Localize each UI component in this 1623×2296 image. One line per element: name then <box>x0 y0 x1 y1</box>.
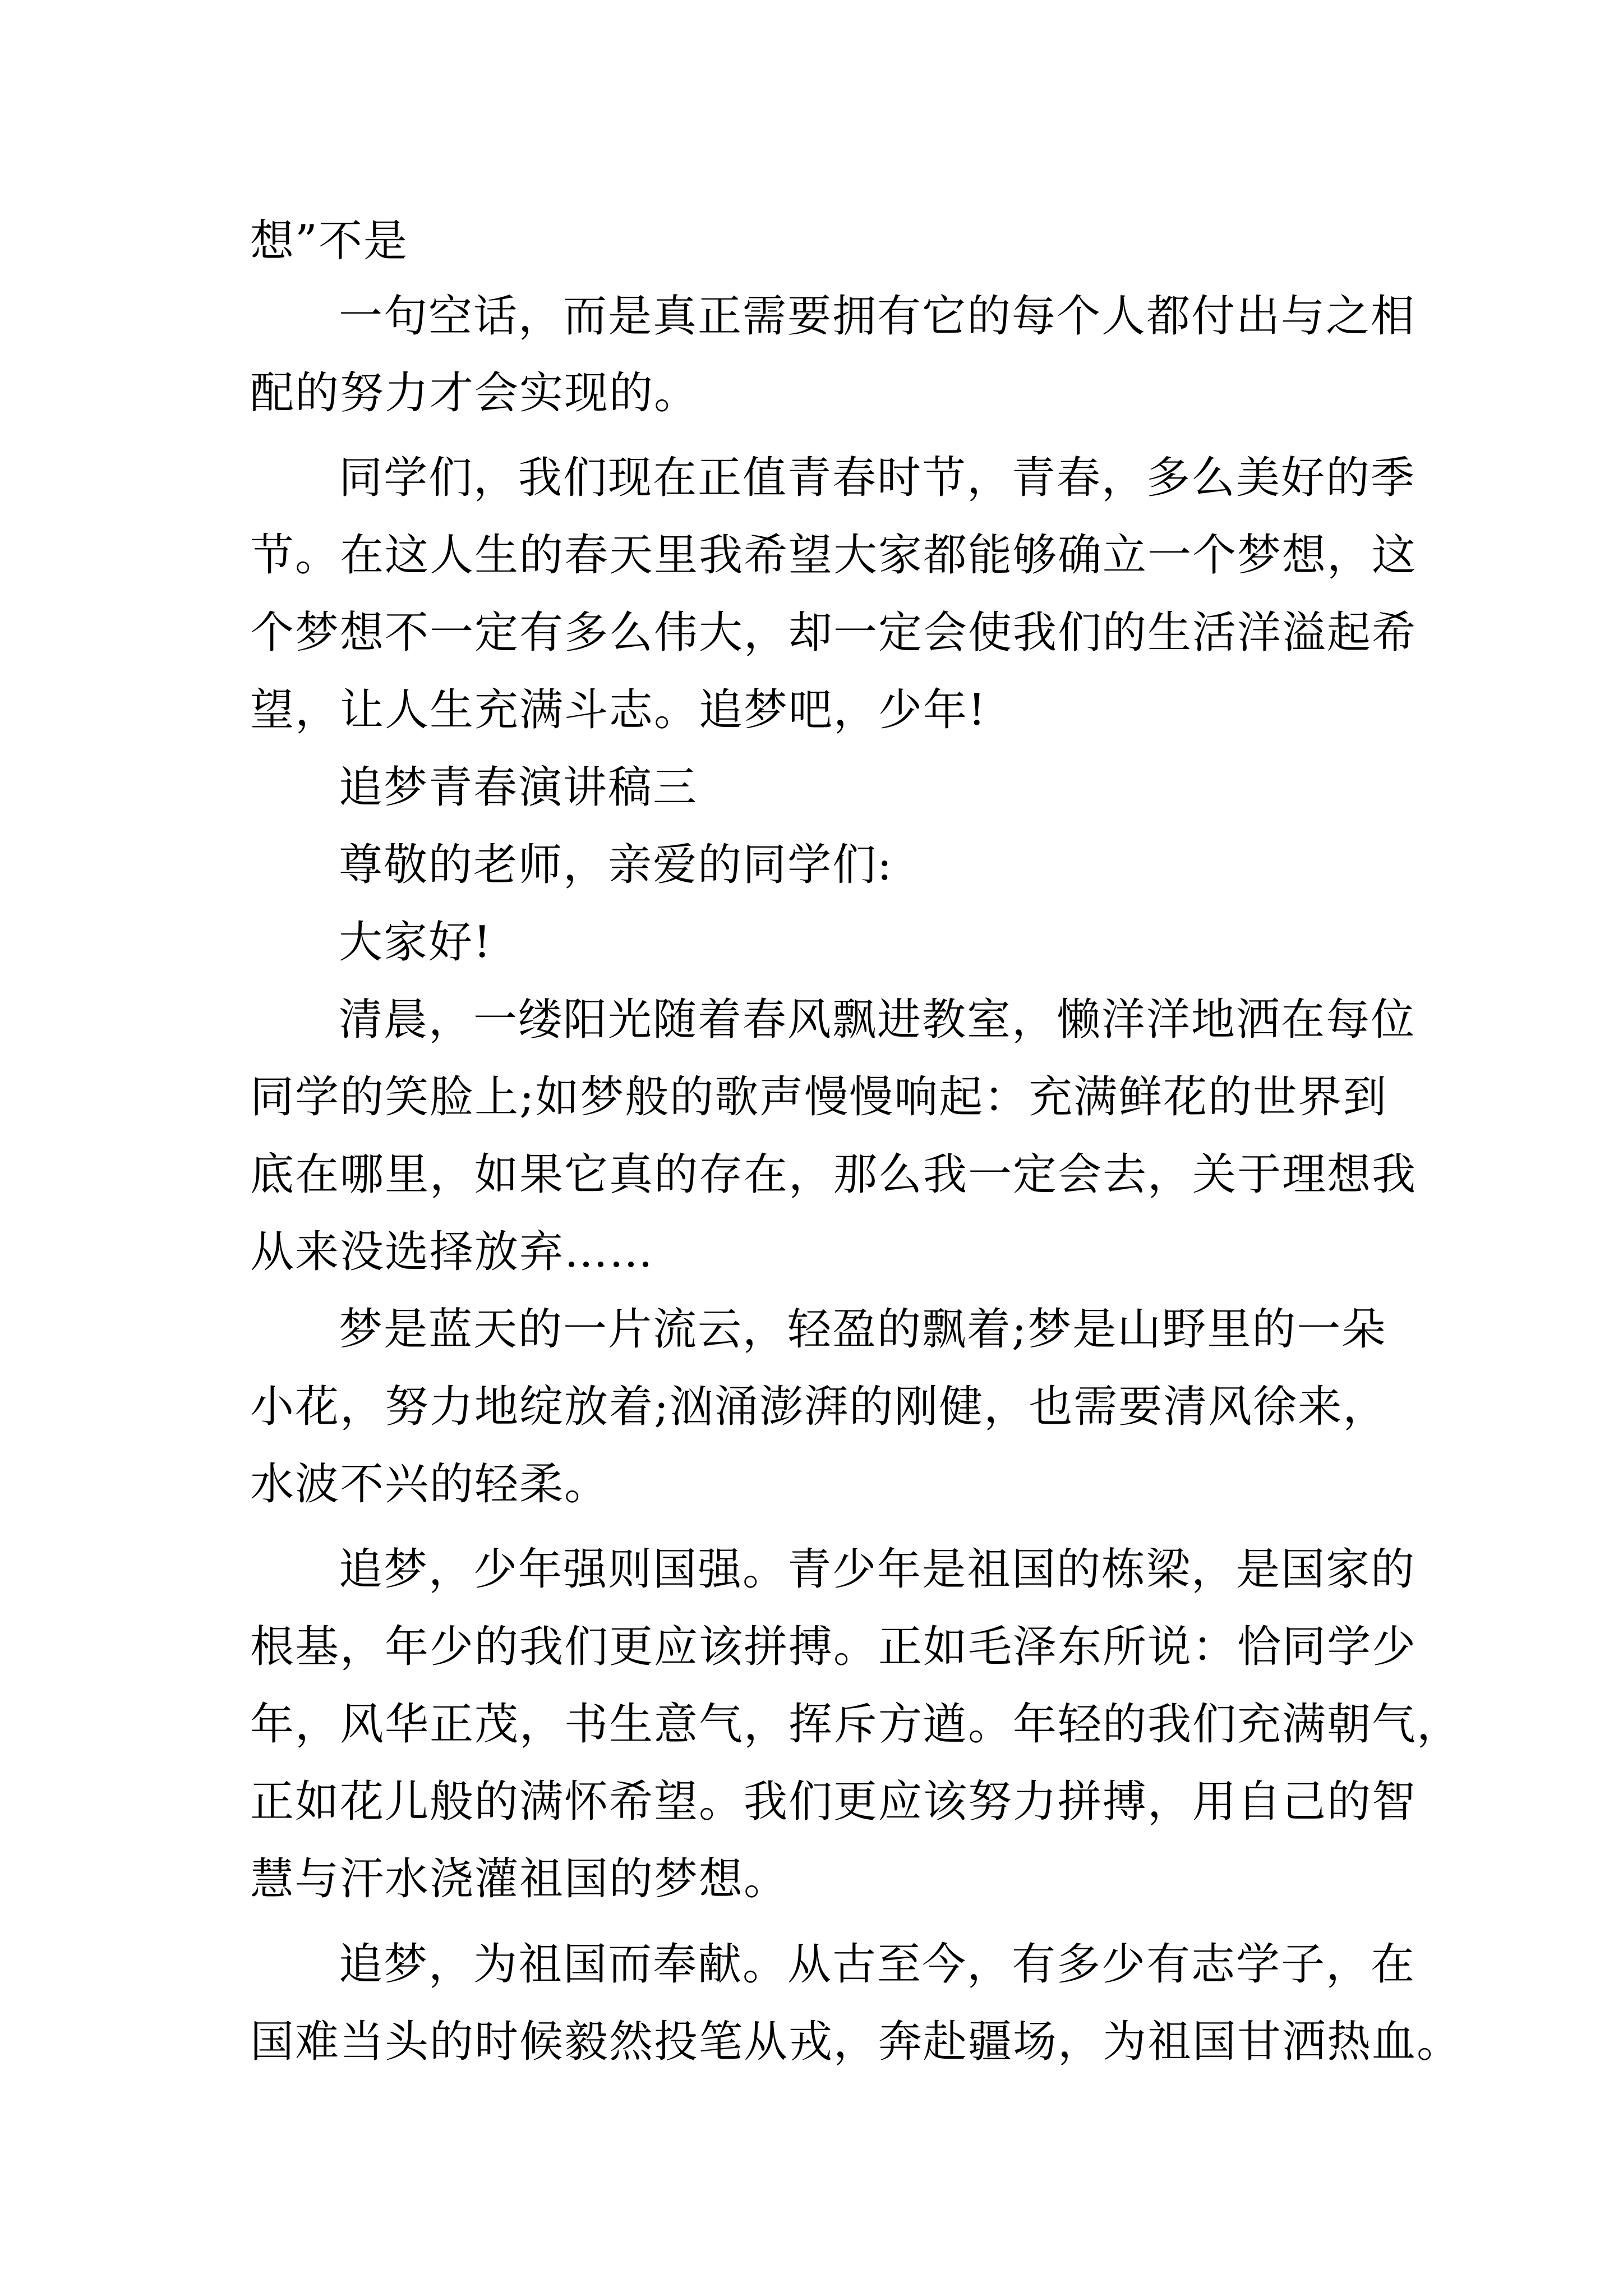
text-line: 小花，努力地绽放着;汹涌澎湃的刚健，也需要清风徐来， <box>250 1382 1388 1432</box>
text-line: 根基，年少的我们更应该拼搏。正如毛泽东所说：恰同学少 <box>250 1622 1417 1672</box>
text-line: 配的努力才会实现的。 <box>250 368 699 418</box>
text-line: 追梦青春演讲稿三 <box>339 762 698 813</box>
text-line: 水波不兴的轻柔。 <box>250 1459 610 1510</box>
text-line: 同学们，我们现在正值青春时节，青春，多么美好的季 <box>339 453 1416 503</box>
text-line: 大家好! <box>339 917 492 968</box>
text-line: 从来没选择放弃…… <box>250 1227 654 1277</box>
text-line: 国难当头的时候毅然投笔从戎，奔赴疆场，为祖国甘洒热血。 <box>250 2017 1462 2067</box>
text-line: 清晨，一缕阳光随着春风飘进教室，懒洋洋地洒在每位 <box>339 995 1416 1045</box>
text-line: 望，让人生充满斗志。追梦吧，少年! <box>250 685 987 735</box>
text-line: 追梦，少年强则国强。青少年是祖国的栋梁，是国家的 <box>339 1544 1416 1595</box>
text-line: 底在哪里，如果它真的存在，那么我一定会去，关于理想我 <box>250 1149 1417 1200</box>
text-line: 慧与汗水浇灌祖国的梦想。 <box>250 1854 789 1904</box>
text-line: 想”不是 <box>250 216 408 266</box>
text-line: 追梦，为祖国而奉献。从古至今，有多少有志学子，在 <box>339 1939 1416 1990</box>
text-line: 尊敬的老师，亲爱的同学们: <box>339 840 893 890</box>
text-line: 个梦想不一定有多么伟大，却一定会使我们的生活洋溢起希 <box>250 608 1417 658</box>
text-line: 正如花儿般的满怀希望。我们更应该努力拼搏，用自己的智 <box>250 1777 1417 1827</box>
text-line: 一句空话，而是真正需要拥有它的每个人都付出与之相 <box>339 291 1416 342</box>
text-line: 年，风华正茂，书生意气，挥斥方遒。年轻的我们充满朝气， <box>250 1699 1462 1750</box>
text-line: 梦是蓝天的一片流云，轻盈的飘着;梦是山野里的一朵 <box>339 1304 1387 1355</box>
text-line: 节。在这人生的春天里我希望大家都能够确立一个梦想，这 <box>250 530 1417 581</box>
text-line: 同学的笑脸上;如梦般的歌声慢慢响起：充满鲜花的世界到 <box>250 1072 1388 1122</box>
